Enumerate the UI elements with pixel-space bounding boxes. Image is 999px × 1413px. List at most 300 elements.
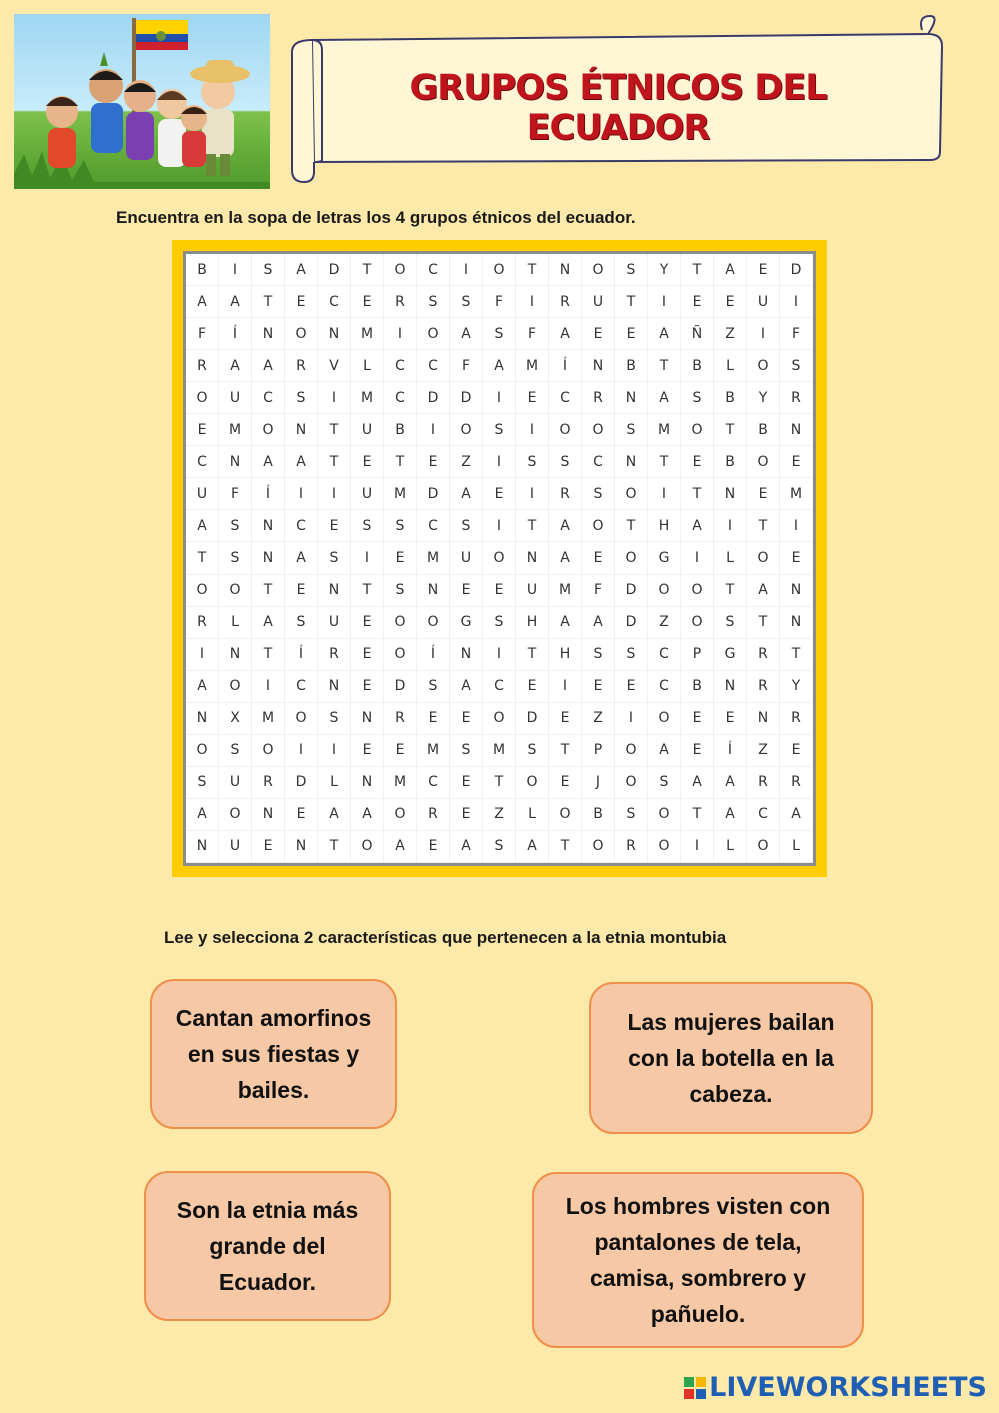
letter-cell[interactable]: E — [351, 639, 384, 671]
letter-cell[interactable]: R — [747, 639, 780, 671]
letter-cell[interactable]: S — [450, 510, 483, 542]
letter-cell[interactable]: L — [714, 350, 747, 382]
letter-cell[interactable]: E — [549, 767, 582, 799]
letter-cell[interactable]: N — [186, 831, 219, 863]
letter-cell[interactable]: T — [252, 286, 285, 318]
letter-cell[interactable]: N — [450, 639, 483, 671]
letter-cell[interactable]: A — [549, 510, 582, 542]
letter-cell[interactable]: T — [516, 254, 549, 286]
letter-cell[interactable]: E — [417, 831, 450, 863]
letter-cell[interactable]: S — [219, 510, 252, 542]
letter-cell[interactable]: O — [747, 542, 780, 574]
letter-cell[interactable]: O — [648, 831, 681, 863]
letter-cell[interactable]: E — [450, 703, 483, 735]
word-search-grid[interactable] — [183, 251, 816, 866]
letter-cell[interactable]: I — [483, 382, 516, 414]
letter-cell[interactable]: C — [747, 799, 780, 831]
letter-cell[interactable]: U — [219, 831, 252, 863]
letter-cell[interactable]: E — [615, 318, 648, 350]
letter-cell[interactable]: T — [252, 575, 285, 607]
letter-cell[interactable]: T — [252, 639, 285, 671]
letter-cell[interactable]: R — [318, 639, 351, 671]
letter-cell[interactable]: N — [549, 254, 582, 286]
letter-cell[interactable]: M — [549, 575, 582, 607]
letter-cell[interactable]: E — [582, 671, 615, 703]
letter-cell[interactable]: F — [582, 575, 615, 607]
letter-cell[interactable]: S — [285, 607, 318, 639]
letter-cell[interactable]: I — [780, 286, 813, 318]
letter-cell[interactable]: I — [714, 510, 747, 542]
letter-cell[interactable]: C — [417, 767, 450, 799]
letter-cell[interactable]: I — [681, 542, 714, 574]
letter-cell[interactable]: F — [483, 286, 516, 318]
letter-cell[interactable]: S — [318, 703, 351, 735]
letter-cell[interactable]: R — [252, 767, 285, 799]
letter-cell[interactable]: F — [219, 478, 252, 510]
letter-cell[interactable]: R — [186, 350, 219, 382]
letter-cell[interactable]: R — [384, 703, 417, 735]
letter-cell[interactable]: D — [417, 478, 450, 510]
letter-cell[interactable]: N — [780, 414, 813, 446]
letter-cell[interactable]: O — [417, 318, 450, 350]
letter-cell[interactable]: S — [582, 478, 615, 510]
letter-cell[interactable]: E — [615, 671, 648, 703]
letter-cell[interactable]: B — [714, 382, 747, 414]
letter-cell[interactable]: O — [417, 607, 450, 639]
letter-cell[interactable]: O — [582, 831, 615, 863]
letter-cell[interactable]: O — [681, 575, 714, 607]
letter-cell[interactable]: Í — [714, 735, 747, 767]
letter-cell[interactable]: C — [318, 286, 351, 318]
letter-cell[interactable]: A — [186, 286, 219, 318]
letter-cell[interactable]: N — [318, 575, 351, 607]
letter-cell[interactable]: D — [417, 382, 450, 414]
letter-cell[interactable]: N — [615, 382, 648, 414]
letter-cell[interactable]: T — [681, 799, 714, 831]
letter-cell[interactable]: S — [516, 446, 549, 478]
letter-cell[interactable]: I — [483, 639, 516, 671]
letter-cell[interactable]: C — [648, 639, 681, 671]
letter-cell[interactable]: T — [549, 831, 582, 863]
letter-cell[interactable]: Í — [219, 318, 252, 350]
letter-cell[interactable]: I — [384, 318, 417, 350]
letter-cell[interactable]: I — [483, 510, 516, 542]
letter-cell[interactable]: S — [417, 286, 450, 318]
letter-cell[interactable]: O — [285, 318, 318, 350]
letter-cell[interactable]: J — [582, 767, 615, 799]
letter-cell[interactable]: A — [285, 542, 318, 574]
letter-cell[interactable]: I — [516, 414, 549, 446]
letter-cell[interactable]: O — [615, 542, 648, 574]
letter-cell[interactable]: R — [384, 286, 417, 318]
letter-cell[interactable]: A — [450, 478, 483, 510]
letter-cell[interactable]: T — [615, 286, 648, 318]
letter-cell[interactable]: E — [384, 735, 417, 767]
letter-cell[interactable]: T — [351, 254, 384, 286]
letter-cell[interactable]: S — [549, 446, 582, 478]
letter-cell[interactable]: I — [186, 639, 219, 671]
letter-cell[interactable]: T — [714, 575, 747, 607]
letter-cell[interactable]: S — [681, 382, 714, 414]
letter-cell[interactable]: A — [219, 350, 252, 382]
letter-cell[interactable]: T — [648, 350, 681, 382]
letter-cell[interactable]: D — [615, 575, 648, 607]
letter-cell[interactable]: N — [582, 350, 615, 382]
letter-cell[interactable]: A — [318, 799, 351, 831]
letter-cell[interactable]: I — [450, 254, 483, 286]
letter-cell[interactable]: N — [285, 414, 318, 446]
letter-cell[interactable]: O — [285, 703, 318, 735]
letter-cell[interactable]: O — [648, 575, 681, 607]
letter-cell[interactable]: U — [186, 478, 219, 510]
letter-cell[interactable]: L — [714, 542, 747, 574]
letter-cell[interactable]: A — [351, 799, 384, 831]
letter-cell[interactable]: I — [318, 735, 351, 767]
letter-cell[interactable]: T — [318, 446, 351, 478]
letter-cell[interactable]: Ñ — [681, 318, 714, 350]
letter-cell[interactable]: E — [681, 735, 714, 767]
letter-cell[interactable]: H — [516, 607, 549, 639]
letter-cell[interactable]: S — [483, 607, 516, 639]
letter-cell[interactable]: E — [582, 542, 615, 574]
letter-cell[interactable]: I — [648, 286, 681, 318]
letter-cell[interactable]: C — [384, 350, 417, 382]
letter-cell[interactable]: A — [516, 831, 549, 863]
letter-cell[interactable]: U — [318, 607, 351, 639]
letter-cell[interactable]: Y — [648, 254, 681, 286]
letter-cell[interactable]: F — [186, 318, 219, 350]
letter-cell[interactable]: Í — [252, 478, 285, 510]
letter-cell[interactable]: Z — [714, 318, 747, 350]
letter-cell[interactable]: M — [384, 478, 417, 510]
letter-cell[interactable]: D — [615, 607, 648, 639]
letter-cell[interactable]: L — [780, 831, 813, 863]
letter-cell[interactable]: A — [450, 831, 483, 863]
letter-cell[interactable]: C — [417, 254, 450, 286]
letter-cell[interactable]: E — [450, 767, 483, 799]
letter-cell[interactable]: D — [780, 254, 813, 286]
letter-cell[interactable]: A — [450, 318, 483, 350]
letter-cell[interactable]: B — [747, 414, 780, 446]
letter-cell[interactable]: O — [648, 703, 681, 735]
letter-cell[interactable]: A — [219, 286, 252, 318]
letter-cell[interactable]: I — [516, 286, 549, 318]
letter-cell[interactable]: D — [450, 382, 483, 414]
letter-cell[interactable]: S — [219, 735, 252, 767]
letter-cell[interactable]: E — [681, 446, 714, 478]
letter-cell[interactable]: O — [186, 735, 219, 767]
letter-cell[interactable]: Z — [450, 446, 483, 478]
letter-cell[interactable]: E — [285, 575, 318, 607]
letter-cell[interactable]: E — [252, 831, 285, 863]
letter-cell[interactable]: C — [285, 671, 318, 703]
letter-cell[interactable]: S — [615, 254, 648, 286]
letter-cell[interactable]: E — [318, 510, 351, 542]
letter-cell[interactable]: L — [351, 350, 384, 382]
letter-cell[interactable]: M — [516, 350, 549, 382]
letter-cell[interactable]: B — [384, 414, 417, 446]
letter-cell[interactable]: E — [450, 799, 483, 831]
letter-cell[interactable]: N — [351, 767, 384, 799]
letter-cell[interactable]: L — [219, 607, 252, 639]
letter-cell[interactable]: Z — [582, 703, 615, 735]
letter-cell[interactable]: S — [384, 575, 417, 607]
letter-cell[interactable]: A — [384, 831, 417, 863]
letter-cell[interactable]: E — [351, 607, 384, 639]
letter-cell[interactable]: A — [252, 607, 285, 639]
letter-cell[interactable]: N — [318, 671, 351, 703]
letter-cell[interactable]: E — [780, 542, 813, 574]
letter-cell[interactable]: H — [648, 510, 681, 542]
letter-cell[interactable]: B — [714, 446, 747, 478]
letter-cell[interactable]: F — [780, 318, 813, 350]
letter-cell[interactable]: O — [747, 350, 780, 382]
letter-cell[interactable]: N — [252, 318, 285, 350]
letter-cell[interactable]: M — [219, 414, 252, 446]
letter-cell[interactable]: T — [681, 478, 714, 510]
letter-cell[interactable]: U — [582, 286, 615, 318]
letter-cell[interactable]: O — [384, 799, 417, 831]
letter-cell[interactable]: C — [648, 671, 681, 703]
letter-cell[interactable]: A — [450, 671, 483, 703]
letter-cell[interactable]: U — [351, 414, 384, 446]
letter-cell[interactable]: A — [549, 542, 582, 574]
letter-cell[interactable]: A — [714, 767, 747, 799]
letter-cell[interactable]: D — [285, 767, 318, 799]
letter-cell[interactable]: A — [285, 254, 318, 286]
letter-cell[interactable]: Z — [648, 607, 681, 639]
letter-cell[interactable]: C — [417, 510, 450, 542]
letter-cell[interactable]: E — [747, 478, 780, 510]
letter-cell[interactable]: A — [648, 382, 681, 414]
letter-cell[interactable]: A — [549, 607, 582, 639]
letter-cell[interactable]: N — [714, 478, 747, 510]
option-card-1[interactable]: Cantan amorfinos en sus fiestas y bailes. — [150, 979, 397, 1129]
letter-cell[interactable]: O — [747, 831, 780, 863]
letter-cell[interactable]: A — [714, 799, 747, 831]
letter-cell[interactable]: A — [681, 767, 714, 799]
letter-cell[interactable]: T — [186, 542, 219, 574]
letter-cell[interactable]: S — [384, 510, 417, 542]
letter-cell[interactable]: S — [219, 542, 252, 574]
letter-cell[interactable]: A — [780, 799, 813, 831]
letter-cell[interactable]: N — [219, 446, 252, 478]
letter-cell[interactable]: M — [417, 542, 450, 574]
letter-cell[interactable]: A — [582, 607, 615, 639]
letter-cell[interactable]: I — [318, 382, 351, 414]
letter-cell[interactable]: S — [516, 735, 549, 767]
letter-cell[interactable]: A — [549, 318, 582, 350]
letter-cell[interactable]: O — [615, 735, 648, 767]
option-card-2[interactable]: Las mujeres bailan con la botella en la cabeza. — [589, 982, 873, 1134]
letter-cell[interactable]: O — [186, 382, 219, 414]
letter-cell[interactable]: S — [615, 799, 648, 831]
letter-cell[interactable]: O — [615, 767, 648, 799]
letter-cell[interactable]: T — [318, 831, 351, 863]
letter-cell[interactable]: N — [714, 671, 747, 703]
letter-cell[interactable]: T — [351, 575, 384, 607]
letter-cell[interactable]: I — [351, 542, 384, 574]
letter-cell[interactable]: S — [252, 254, 285, 286]
letter-cell[interactable]: L — [318, 767, 351, 799]
letter-cell[interactable]: S — [615, 639, 648, 671]
letter-cell[interactable]: E — [780, 735, 813, 767]
letter-cell[interactable]: R — [780, 767, 813, 799]
letter-cell[interactable]: E — [186, 414, 219, 446]
letter-cell[interactable]: O — [384, 607, 417, 639]
letter-cell[interactable]: C — [186, 446, 219, 478]
letter-cell[interactable]: S — [318, 542, 351, 574]
letter-cell[interactable]: R — [186, 607, 219, 639]
letter-cell[interactable]: S — [483, 831, 516, 863]
letter-cell[interactable]: I — [318, 478, 351, 510]
option-card-4[interactable]: Los hombres visten con pantalones de tela, camisa, sombrero y pañuelo. — [532, 1172, 864, 1348]
letter-cell[interactable]: N — [285, 831, 318, 863]
letter-cell[interactable]: R — [549, 478, 582, 510]
letter-cell[interactable]: E — [351, 446, 384, 478]
letter-cell[interactable]: L — [714, 831, 747, 863]
letter-cell[interactable]: R — [549, 286, 582, 318]
letter-cell[interactable]: U — [351, 478, 384, 510]
letter-cell[interactable]: S — [483, 318, 516, 350]
letter-cell[interactable]: D — [318, 254, 351, 286]
letter-cell[interactable]: M — [417, 735, 450, 767]
letter-cell[interactable]: O — [219, 575, 252, 607]
letter-cell[interactable]: O — [483, 703, 516, 735]
letter-cell[interactable]: E — [582, 318, 615, 350]
letter-cell[interactable]: A — [483, 350, 516, 382]
letter-cell[interactable]: N — [351, 703, 384, 735]
letter-cell[interactable]: O — [549, 414, 582, 446]
letter-cell[interactable]: A — [285, 446, 318, 478]
letter-cell[interactable]: O — [582, 414, 615, 446]
letter-cell[interactable]: O — [450, 414, 483, 446]
letter-cell[interactable]: N — [252, 542, 285, 574]
letter-cell[interactable]: B — [615, 350, 648, 382]
letter-cell[interactable]: E — [681, 703, 714, 735]
letter-cell[interactable]: Í — [549, 350, 582, 382]
letter-cell[interactable]: S — [417, 671, 450, 703]
letter-cell[interactable]: T — [681, 254, 714, 286]
letter-cell[interactable]: F — [516, 318, 549, 350]
letter-cell[interactable]: M — [780, 478, 813, 510]
letter-cell[interactable]: Í — [417, 639, 450, 671]
letter-cell[interactable]: E — [285, 799, 318, 831]
letter-cell[interactable]: E — [417, 446, 450, 478]
letter-cell[interactable]: E — [351, 735, 384, 767]
letter-cell[interactable]: F — [450, 350, 483, 382]
letter-cell[interactable]: S — [780, 350, 813, 382]
letter-cell[interactable]: T — [483, 767, 516, 799]
letter-cell[interactable]: S — [351, 510, 384, 542]
letter-cell[interactable]: C — [417, 350, 450, 382]
letter-cell[interactable]: Z — [747, 735, 780, 767]
letter-cell[interactable]: E — [714, 286, 747, 318]
letter-cell[interactable]: R — [780, 382, 813, 414]
letter-cell[interactable]: I — [780, 510, 813, 542]
letter-cell[interactable]: O — [186, 575, 219, 607]
letter-cell[interactable]: N — [219, 639, 252, 671]
letter-cell[interactable]: X — [219, 703, 252, 735]
letter-cell[interactable]: G — [648, 542, 681, 574]
letter-cell[interactable]: T — [648, 446, 681, 478]
letter-cell[interactable]: E — [516, 671, 549, 703]
letter-cell[interactable]: N — [780, 575, 813, 607]
letter-cell[interactable]: O — [351, 831, 384, 863]
letter-cell[interactable]: N — [252, 799, 285, 831]
letter-cell[interactable]: A — [186, 799, 219, 831]
letter-cell[interactable]: N — [318, 318, 351, 350]
letter-cell[interactable]: A — [648, 318, 681, 350]
liveworksheets-logo[interactable] — [684, 1372, 987, 1403]
letter-cell[interactable]: O — [219, 799, 252, 831]
letter-cell[interactable]: N — [780, 607, 813, 639]
letter-cell[interactable]: E — [351, 671, 384, 703]
letter-cell[interactable]: Z — [483, 799, 516, 831]
letter-cell[interactable]: M — [351, 318, 384, 350]
letter-cell[interactable]: Í — [285, 639, 318, 671]
letter-cell[interactable]: E — [516, 382, 549, 414]
letter-cell[interactable]: U — [219, 382, 252, 414]
letter-cell[interactable]: E — [483, 575, 516, 607]
letter-cell[interactable]: O — [252, 414, 285, 446]
letter-cell[interactable]: E — [417, 703, 450, 735]
letter-cell[interactable]: M — [351, 382, 384, 414]
letter-cell[interactable]: N — [417, 575, 450, 607]
letter-cell[interactable]: T — [516, 510, 549, 542]
letter-cell[interactable]: A — [252, 350, 285, 382]
letter-cell[interactable]: S — [450, 286, 483, 318]
letter-cell[interactable]: B — [186, 254, 219, 286]
letter-cell[interactable]: A — [648, 735, 681, 767]
letter-cell[interactable]: R — [615, 831, 648, 863]
letter-cell[interactable]: V — [318, 350, 351, 382]
letter-cell[interactable]: T — [747, 510, 780, 542]
letter-cell[interactable]: L — [516, 799, 549, 831]
letter-cell[interactable]: S — [648, 767, 681, 799]
letter-cell[interactable]: B — [681, 350, 714, 382]
letter-cell[interactable]: O — [648, 799, 681, 831]
letter-cell[interactable]: E — [780, 446, 813, 478]
letter-cell[interactable]: I — [681, 831, 714, 863]
letter-cell[interactable]: E — [714, 703, 747, 735]
letter-cell[interactable]: N — [252, 510, 285, 542]
letter-cell[interactable]: O — [549, 799, 582, 831]
letter-cell[interactable]: O — [483, 254, 516, 286]
letter-cell[interactable]: S — [483, 414, 516, 446]
letter-cell[interactable]: R — [417, 799, 450, 831]
letter-cell[interactable]: M — [252, 703, 285, 735]
letter-cell[interactable]: B — [582, 799, 615, 831]
letter-cell[interactable]: T — [714, 414, 747, 446]
letter-cell[interactable]: S — [285, 382, 318, 414]
letter-cell[interactable]: U — [747, 286, 780, 318]
letter-cell[interactable]: G — [714, 639, 747, 671]
letter-cell[interactable]: A — [714, 254, 747, 286]
letter-cell[interactable]: G — [450, 607, 483, 639]
letter-cell[interactable]: R — [780, 703, 813, 735]
letter-cell[interactable]: I — [285, 735, 318, 767]
letter-cell[interactable]: Y — [747, 382, 780, 414]
letter-cell[interactable]: O — [516, 767, 549, 799]
letter-cell[interactable]: E — [351, 286, 384, 318]
letter-cell[interactable]: I — [648, 478, 681, 510]
letter-cell[interactable]: A — [186, 510, 219, 542]
letter-cell[interactable]: I — [219, 254, 252, 286]
letter-cell[interactable]: T — [384, 446, 417, 478]
letter-cell[interactable]: T — [516, 639, 549, 671]
letter-cell[interactable]: A — [186, 671, 219, 703]
